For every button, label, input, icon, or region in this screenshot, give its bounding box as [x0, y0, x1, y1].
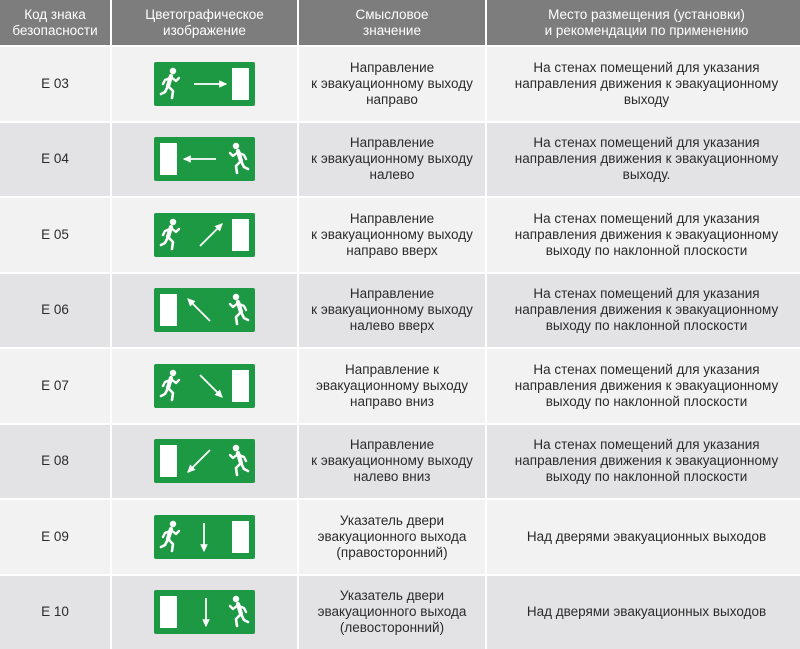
sign-meaning: Направление к эвакуационному выходу направо вниз — [299, 349, 485, 423]
exit-left-arrow-icon — [154, 137, 255, 181]
sign-meaning: Указатель двери эвакуационного выхода (левосторонний) — [299, 576, 485, 649]
sign-placement: Над дверями эвакуационных выходов — [487, 576, 800, 649]
sign-meaning: Направление к эвакуационному выходу направо вверх — [299, 198, 485, 272]
exit-door-right-down-arrow-icon — [154, 515, 255, 559]
header-meaning: Смысловое значение — [299, 0, 485, 45]
sign-image-cell — [112, 425, 297, 499]
sign-meaning: Направление к эвакуационному выходу налево вверх — [299, 274, 485, 348]
sign-code: E 04 — [0, 123, 110, 197]
header-image: Цветографическое изображение — [112, 0, 297, 45]
sign-image-cell — [112, 349, 297, 423]
sign-placement: На стенах помещений для указания направления движения к эвакуационному выходу. — [487, 123, 800, 197]
sign-placement: На стенах помещений для указания направления движения к эвакуационному выходу по наклонной плоскости — [487, 349, 800, 423]
sign-code: E 08 — [0, 425, 110, 499]
exit-down-left-arrow-icon — [154, 439, 255, 483]
header-placement: Место размещения (установки) и рекомендации по применению — [487, 0, 800, 45]
sign-placement: Над дверями эвакуационных выходов — [487, 500, 800, 574]
sign-placement: На стенах помещений для указания направления движения к эвакуационному выходу по наклонной плоскости — [487, 274, 800, 348]
sign-image-cell — [112, 198, 297, 272]
sign-image-cell — [112, 47, 297, 121]
sign-code: E 05 — [0, 198, 110, 272]
sign-meaning: Указатель двери эвакуационного выхода (правосторонний) — [299, 500, 485, 574]
sign-meaning: Направление к эвакуационному выходу налево вниз — [299, 425, 485, 499]
sign-code: E 07 — [0, 349, 110, 423]
exit-up-left-arrow-icon — [154, 288, 255, 332]
sign-placement: На стенах помещений для указания направления движения к эвакуационному выходу по наклонной плоскости — [487, 425, 800, 499]
sign-placement: На стенах помещений для указания направления движения к эвакуационному выходу — [487, 47, 800, 121]
exit-right-arrow-icon — [154, 62, 255, 106]
sign-image-cell — [112, 274, 297, 348]
sign-meaning: Направление к эвакуационному выходу налево — [299, 123, 485, 197]
sign-code: E 03 — [0, 47, 110, 121]
exit-door-left-down-arrow-icon — [154, 590, 255, 634]
sign-code: E 10 — [0, 576, 110, 649]
sign-placement: На стенах помещений для указания направления движения к эвакуационному выходу по наклонной плоскости — [487, 198, 800, 272]
sign-image-cell — [112, 500, 297, 574]
sign-meaning: Направление к эвакуационному выходу направо — [299, 47, 485, 121]
exit-up-right-arrow-icon — [154, 213, 255, 257]
sign-image-cell — [112, 576, 297, 649]
exit-down-right-arrow-icon — [154, 364, 255, 408]
sign-code: E 06 — [0, 274, 110, 348]
sign-code: E 09 — [0, 500, 110, 574]
sign-image-cell — [112, 123, 297, 197]
header-code: Код знака безопасности — [0, 0, 110, 45]
